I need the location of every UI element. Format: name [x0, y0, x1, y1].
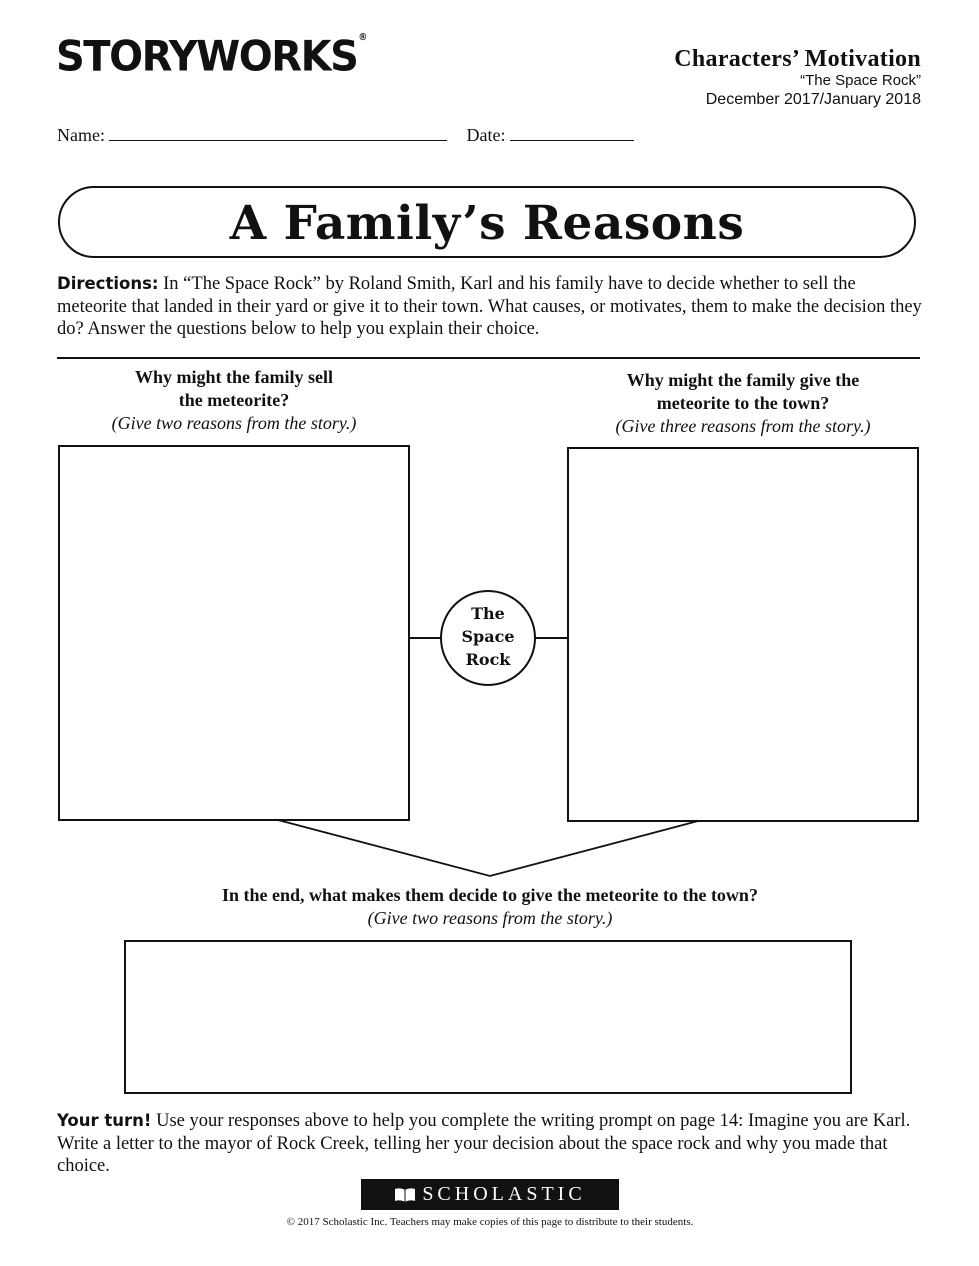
decision-question-line1: In the end, what makes them decide to give the meteorite to the town?: [222, 885, 758, 905]
decision-question-hint: (Give two reasons from the story.): [367, 908, 613, 928]
decision-question: [150, 884, 830, 930]
connector-line-right: [535, 637, 568, 639]
open-book-icon: [394, 1187, 416, 1203]
give-question: [573, 369, 913, 438]
header-info: [674, 46, 921, 110]
sell-question-line2: the meteorite?: [178, 390, 290, 410]
name-label: Name:: [57, 125, 105, 145]
your-turn: [57, 1110, 922, 1178]
directions-label: Directions:: [57, 274, 159, 293]
date-field[interactable]: [510, 124, 634, 141]
give-question-line1: Why might the family give the: [626, 370, 860, 390]
story-title: “The Space Rock”: [800, 72, 921, 89]
storyworks-logo: [56, 33, 366, 81]
decision-answer-box[interactable]: [124, 940, 852, 1094]
give-reasons-answer-box[interactable]: [567, 447, 919, 822]
page-title: A Family’s Reasons: [229, 196, 745, 251]
issue-date: December 2017/January 2018: [705, 91, 921, 108]
center-label: [440, 602, 536, 671]
directions: [57, 273, 922, 341]
sell-reasons-answer-box[interactable]: [58, 445, 410, 821]
funnel-connector: [270, 818, 710, 882]
directions-text: In “The Space Rock” by Roland Smith, Karl and his family have to decide whether to sell the meteorite that landed in their yard or give it to their town. What causes, or motivates, them to make the decision they do? Answer the questions below to help you explain their choice.: [57, 274, 922, 339]
give-question-hint: (Give three reasons from the story.): [615, 416, 871, 436]
give-question-line2: meteorite to the town?: [656, 393, 830, 413]
center-label-line1: The: [471, 604, 505, 623]
scholastic-wordmark: SCHOLASTIC: [422, 1183, 586, 1205]
your-turn-text: Use your responses above to help you complete the writing prompt on page 14: Imagine you are Karl. Write a letter to the mayor of Rock Creek, telling her your decision about the space rock and why you made that choice.: [57, 1111, 911, 1176]
name-date-row: [57, 124, 634, 146]
connector-line-left: [409, 637, 441, 639]
name-field[interactable]: [109, 124, 447, 141]
sell-question-hint: (Give two reasons from the story.): [111, 413, 357, 433]
copyright-notice: © 2017 Scholastic Inc. Teachers may make copies of this page to distribute to their students.: [286, 1216, 694, 1228]
date-label: Date:: [466, 125, 506, 145]
logo-text: STORYWORKS: [56, 32, 358, 82]
center-label-line3: Rock: [465, 650, 511, 669]
divider: [57, 357, 920, 359]
scholastic-logo: [361, 1179, 619, 1210]
logo-registered-mark: ®: [358, 32, 366, 44]
your-turn-label: Your turn!: [57, 1111, 152, 1130]
worksheet-skill-title: Characters’ Motivation: [674, 46, 921, 72]
center-label-line2: Space: [461, 627, 515, 646]
sell-question: [74, 366, 394, 435]
sell-question-line1: Why might the family sell: [135, 367, 333, 387]
